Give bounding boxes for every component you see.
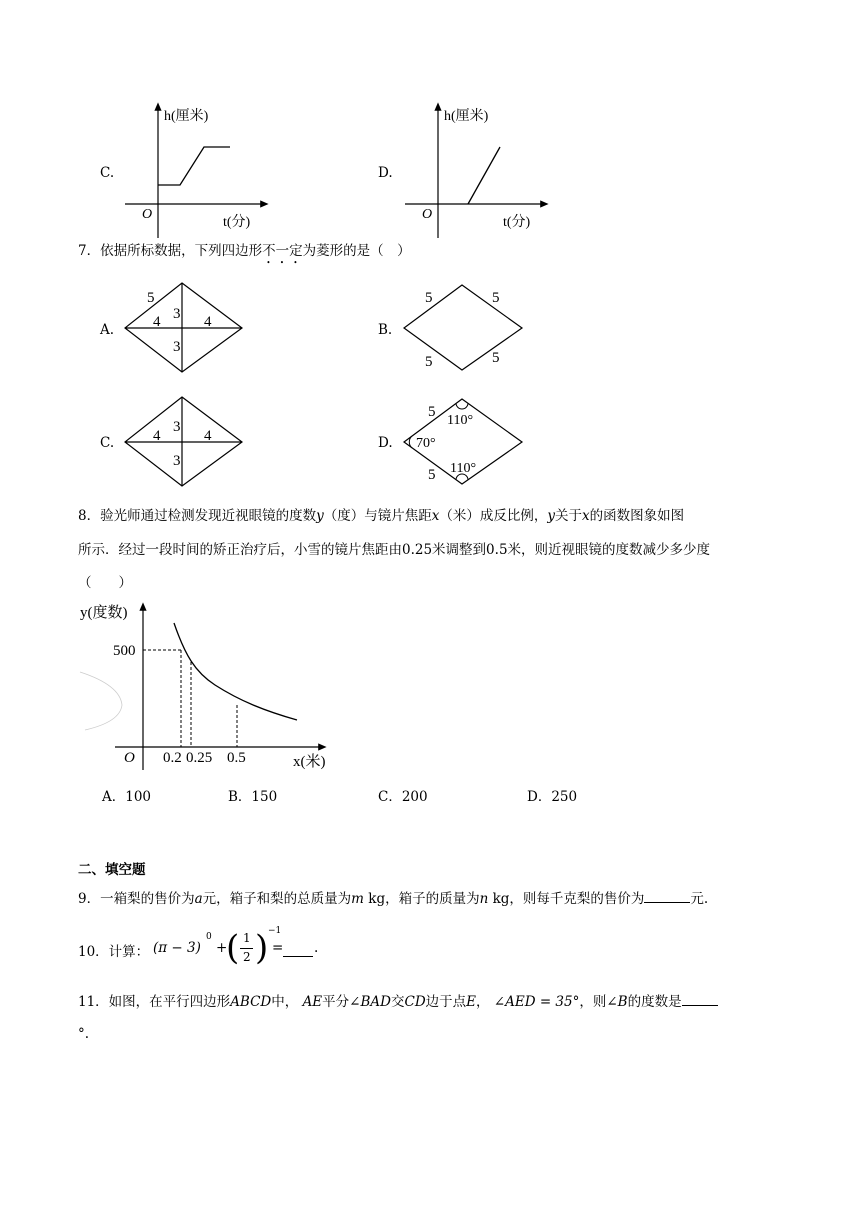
q7-option-a-label: A. <box>100 322 115 338</box>
svg-text:5: 5 <box>147 290 155 306</box>
q7-figure-b <box>400 282 530 374</box>
q8-graph <box>75 600 345 775</box>
q11-line2: °. <box>78 1026 90 1042</box>
q6-graph-c <box>120 100 270 240</box>
q7-figure-c <box>120 394 250 489</box>
svg-text:4: 4 <box>153 428 161 444</box>
svg-text:3: 3 <box>173 453 181 469</box>
svg-text:5: 5 <box>492 350 500 366</box>
q6-graph-d <box>400 100 550 240</box>
q10-answer-blank[interactable] <box>283 942 313 957</box>
q7-option-c-label: C. <box>100 435 115 451</box>
q6c-x-label: t(分) <box>223 215 251 230</box>
q8-choice-b[interactable]: B．150 <box>228 789 278 805</box>
q6d-x-label: t(分) <box>503 215 531 230</box>
svg-text:5: 5 <box>428 467 436 483</box>
svg-text:5: 5 <box>428 404 436 420</box>
q7-option-b-label: B. <box>378 322 393 338</box>
q7-figure-a <box>120 280 250 375</box>
q8-y-tick: 500 <box>113 643 136 659</box>
svg-text:5: 5 <box>425 290 433 306</box>
q10-fraction-bar <box>240 948 253 949</box>
q6-option-c-label: C. <box>100 165 115 181</box>
svg-text:110°: 110° <box>447 413 474 428</box>
q11-line1: 11．如图，在平行四边形ABCD中， AE平分∠BAD交CD边于点E， ∠AED = 35°，则∠B的度数是 <box>78 991 718 1012</box>
q8-choice-d[interactable]: D．250 <box>527 789 578 805</box>
svg-text:4: 4 <box>204 314 212 330</box>
q8-choice-a[interactable]: A．100 <box>102 789 152 805</box>
q8-x-label: x(米) <box>293 754 326 770</box>
svg-text:3: 3 <box>173 306 181 322</box>
q8-line2: 所示．经过一段时间的矫正治疗后，小雪的镜片焦距由0.25米调整到0.5米，则近视眼镜的度数减少多少度 <box>78 542 711 558</box>
q8-x-tick-3: 0.5 <box>227 750 246 766</box>
svg-text:110°: 110° <box>450 461 477 476</box>
q8-y-label: y(度数) <box>80 605 128 621</box>
svg-text:5: 5 <box>425 354 433 370</box>
q8-line1: 8．验光师通过检测发现近视眼镜的度数y（度）与镜片焦距x（米）成反比例，y关于x的函数图象如图 <box>78 508 685 524</box>
q8-x-tick-2: 0.25 <box>186 750 213 766</box>
q6c-y-label: h(厘米) <box>164 109 209 124</box>
q6d-origin: O <box>422 207 433 222</box>
q11-answer-blank[interactable] <box>682 991 718 1006</box>
svg-text:70°: 70° <box>416 436 436 451</box>
svg-text:4: 4 <box>204 428 212 444</box>
q7-option-d-label: D. <box>378 435 393 451</box>
q6-option-d-label: D. <box>378 165 393 181</box>
q9: 9．一箱梨的售价为a元，箱子和梨的总质量为m kg，箱子的质量为n kg，则每千克梨的售价为 元. <box>78 888 708 909</box>
svg-text:3: 3 <box>173 419 181 435</box>
svg-text:5: 5 <box>492 290 500 306</box>
section-title: 二、填空题 <box>78 862 146 878</box>
q10-right-paren: ) <box>255 928 269 968</box>
q6d-y-label: h(厘米) <box>444 109 489 124</box>
q7-emphasis: 不一定 <box>262 243 303 259</box>
q10-left-paren: ( <box>226 928 240 968</box>
q6c-origin: O <box>142 207 153 222</box>
q8-choice-c[interactable]: C．200 <box>378 789 428 805</box>
q8-origin: O <box>124 750 135 766</box>
svg-text:4: 4 <box>153 314 161 330</box>
q9-answer-blank[interactable] <box>644 888 690 903</box>
q8-line3: （ ） <box>78 575 132 591</box>
q7-stem: 7．依据所标数据，下列四边形不一定为菱形的是（ ） <box>78 243 411 259</box>
q7-figure-d <box>400 396 530 488</box>
q8-x-tick-1: 0.2 <box>163 750 182 766</box>
svg-text:3: 3 <box>173 339 181 355</box>
